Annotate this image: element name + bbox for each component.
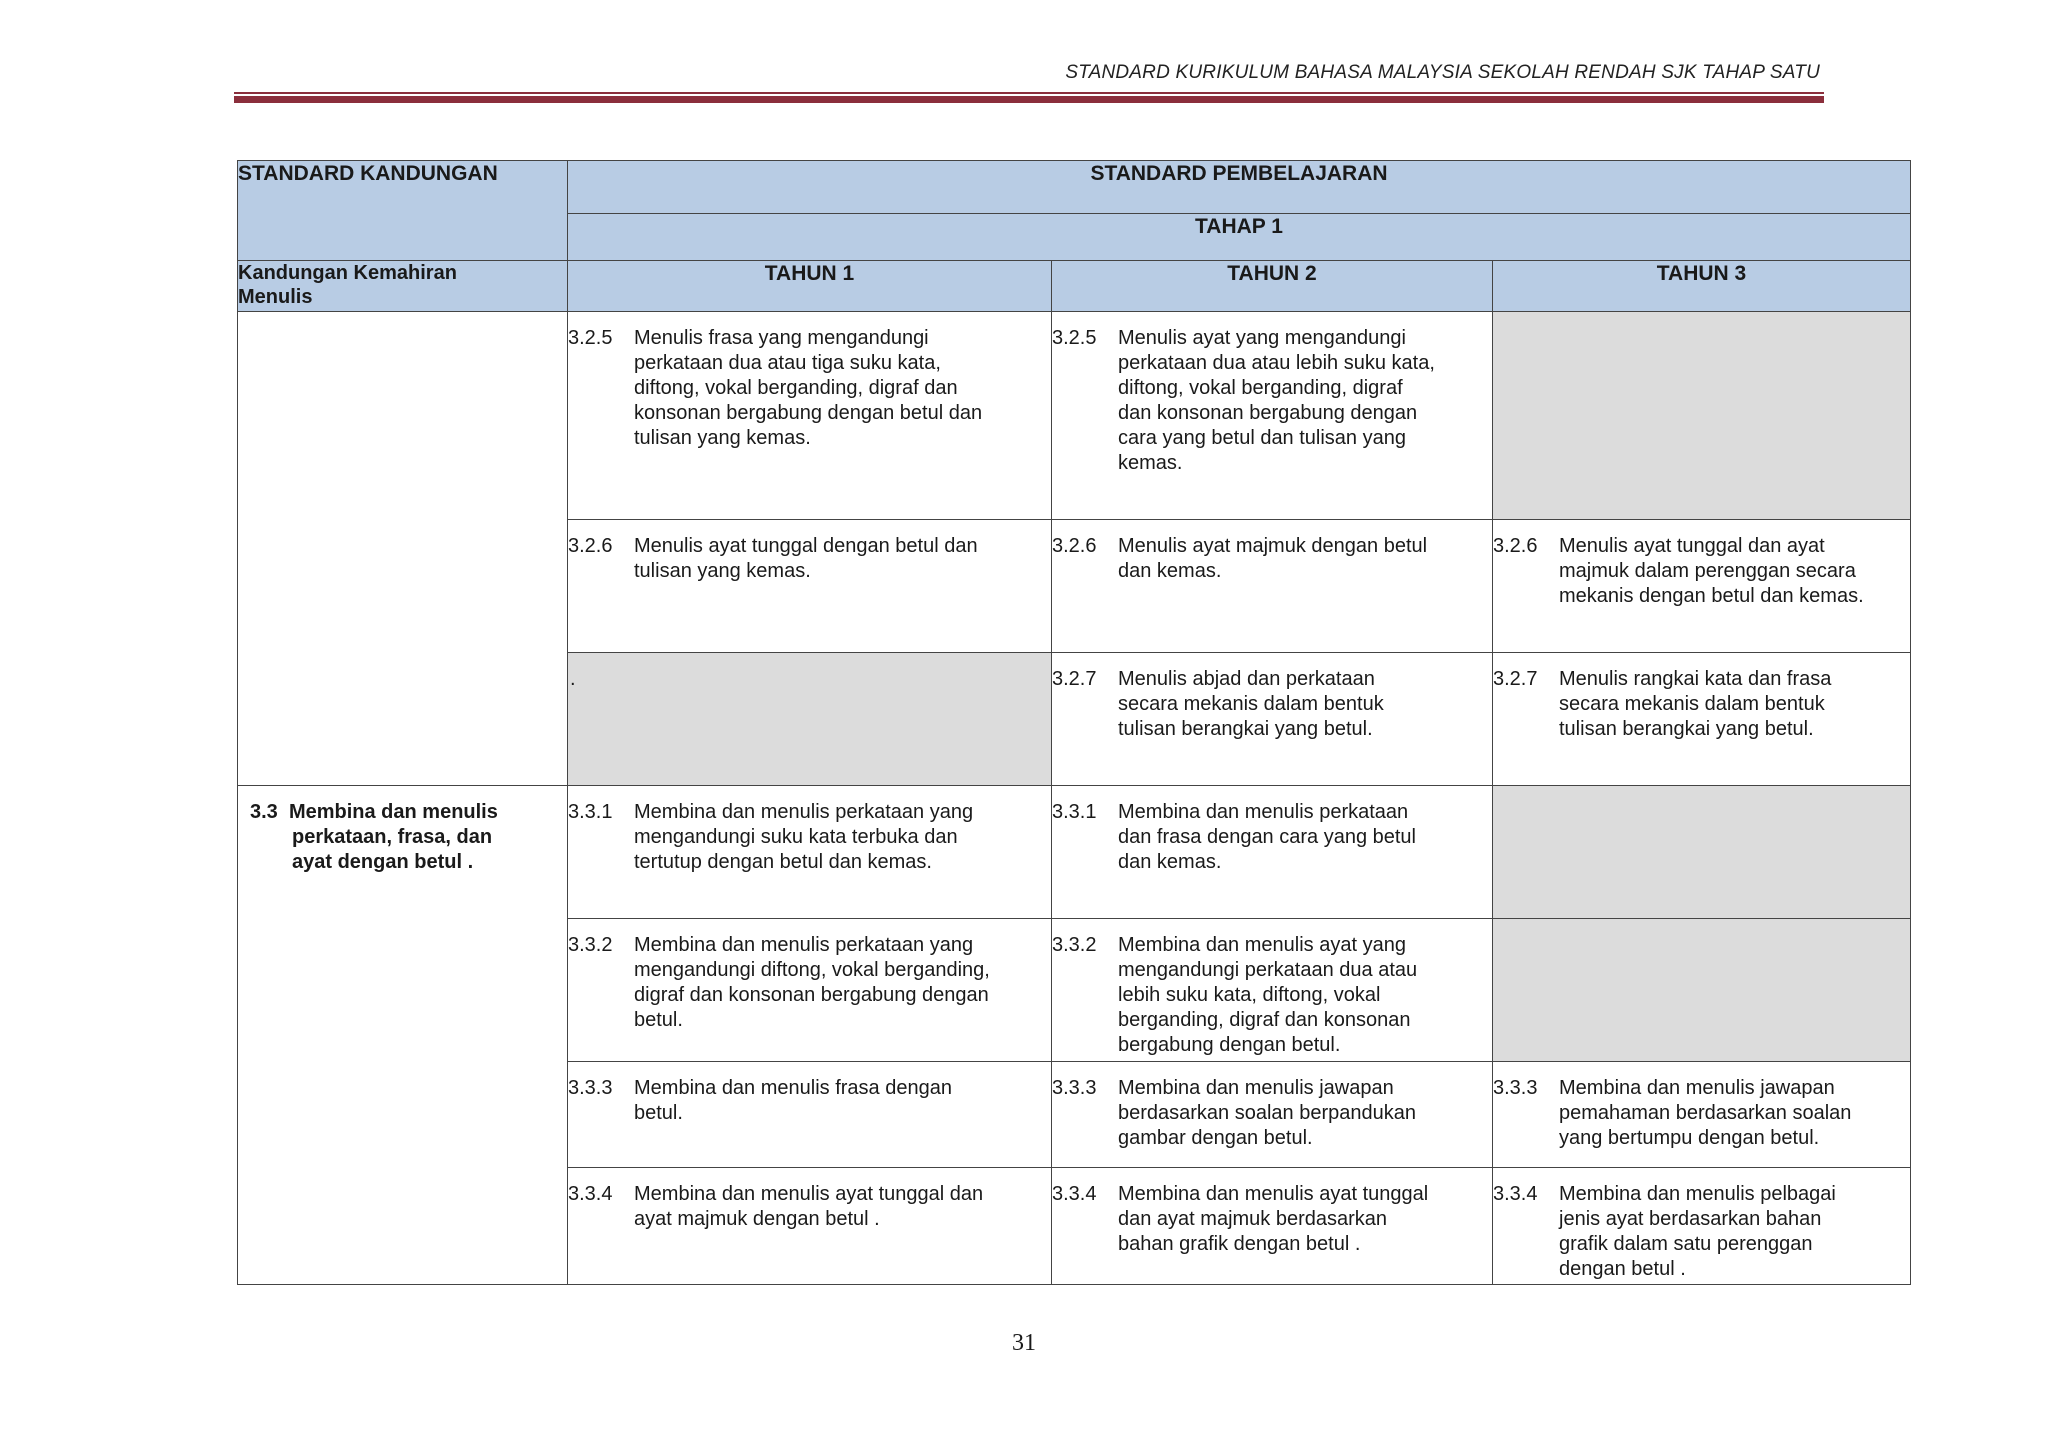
cell-3-3-4-tahun-2 <box>1052 1168 1493 1285</box>
item-text: dan ayat majmuk berdasarkan <box>1118 1208 1388 1230</box>
section-title-line: Membina dan menulis <box>288 801 498 823</box>
item-text: perkataan dua atau tiga suku kata, <box>634 352 941 374</box>
cell-3-2-7-tahun-3 <box>1493 653 1911 786</box>
item-text: dan frasa dengan cara yang betul <box>1118 826 1416 848</box>
item-text: bahan grafik dengan betul . <box>1118 1233 1361 1255</box>
item-text: konsonan bergabung dengan betul dan <box>634 402 983 424</box>
curriculum-table <box>237 160 1911 1285</box>
item-number: 3.3.3 <box>568 1077 613 1099</box>
stray-mark: . <box>570 668 576 690</box>
kandungan-kemahiran-line-2: Menulis <box>238 286 313 308</box>
cell-3-3-3-tahun-1 <box>568 1062 1052 1168</box>
item-text: diftong, vokal berganding, digraf dan <box>634 377 958 399</box>
item-number: 3.2.5 <box>1052 327 1097 349</box>
item-text: dan konsonan bergabung dengan <box>1118 402 1418 424</box>
cell-3-2-6-tahun-1 <box>568 520 1052 653</box>
item-text: Membina dan menulis ayat yang <box>1118 934 1406 956</box>
cell-3-2-7-tahun-1-empty <box>568 653 1052 786</box>
section-number: 3.3 <box>250 801 278 823</box>
item-number: 3.3.4 <box>1493 1183 1538 1205</box>
kandungan-kemahiran-header <box>238 261 568 312</box>
item-text: dan kemas. <box>1118 560 1222 582</box>
item-text: betul. <box>634 1009 683 1031</box>
section-3-3-title <box>238 786 567 875</box>
item-text: Membina dan menulis frasa dengan <box>634 1077 952 1099</box>
item-text: tulisan berangkai yang betul. <box>1118 718 1373 740</box>
item-text: majmuk dalam perenggan secara <box>1559 560 1856 582</box>
item-text: Membina dan menulis ayat tunggal dan <box>634 1183 984 1205</box>
item-text: berganding, digraf dan konsonan <box>1118 1009 1411 1031</box>
item-text: Menulis frasa yang mengandungi <box>634 327 929 349</box>
item-text: dengan betul . <box>1559 1258 1686 1280</box>
item-text: Menulis ayat tunggal dengan betul dan <box>634 535 978 557</box>
section-3-3-cell <box>238 786 568 1285</box>
item-text: digraf dan konsonan bergabung dengan <box>634 984 989 1006</box>
item-text: betul. <box>634 1102 683 1124</box>
cell-3-3-3-tahun-2 <box>1052 1062 1493 1168</box>
item-number: 3.3.4 <box>568 1183 613 1205</box>
tahun-2-header: TAHUN 2 <box>1052 261 1493 312</box>
item-text: Menulis ayat tunggal dan ayat <box>1559 535 1825 557</box>
item-number: 3.2.5 <box>568 327 613 349</box>
standard-pembelajaran-header: STANDARD PEMBELAJARAN <box>568 161 1911 214</box>
item-text: Membina dan menulis ayat tunggal <box>1118 1183 1429 1205</box>
item-number: 3.3.3 <box>1493 1077 1538 1099</box>
item-text: Membina dan menulis perkataan <box>1118 801 1409 823</box>
kandungan-kemahiran-line-1: Kandungan Kemahiran <box>238 262 457 284</box>
item-text: tulisan yang kemas. <box>634 560 811 582</box>
item-text: dan kemas. <box>1118 851 1222 873</box>
item-text: lebih suku kata, diftong, vokal <box>1118 984 1381 1006</box>
item-text: ayat majmuk dengan betul . <box>634 1208 880 1230</box>
cell-3-3-1-tahun-2 <box>1052 786 1493 919</box>
cell-3-2-5-tahun-1 <box>568 312 1052 520</box>
item-number: 3.2.6 <box>1493 535 1538 557</box>
item-text: Menulis rangkai kata dan frasa <box>1559 668 1832 690</box>
item-text: kemas. <box>1118 452 1183 474</box>
tahap-header: TAHAP 1 <box>568 214 1911 261</box>
cell-3-2-5-tahun-3-empty <box>1493 312 1911 520</box>
standard-kandungan-header: STANDARD KANDUNGAN <box>238 161 568 261</box>
item-text: Membina dan menulis jawapan <box>1559 1077 1835 1099</box>
running-header: STANDARD KURIKULUM BAHASA MALAYSIA SEKOLAH RENDAH SJK TAHAP SATU <box>1065 62 1820 83</box>
cell-3-2-6-tahun-3 <box>1493 520 1911 653</box>
tahun-1-header: TAHUN 1 <box>568 261 1052 312</box>
cell-3-2-7-tahun-2 <box>1052 653 1493 786</box>
item-number: 3.3.1 <box>1052 801 1097 823</box>
item-text: diftong, vokal berganding, digraf <box>1118 377 1403 399</box>
page-number: 31 <box>1012 1330 1036 1356</box>
item-number: 3.2.7 <box>1493 668 1538 690</box>
item-text: jenis ayat berdasarkan bahan <box>1559 1208 1822 1230</box>
item-text: Membina dan menulis perkataan yang <box>634 934 974 956</box>
item-text: secara mekanis dalam bentuk <box>1118 693 1384 715</box>
item-number: 3.3.4 <box>1052 1183 1097 1205</box>
cell-3-3-2-tahun-1 <box>568 919 1052 1062</box>
item-text: grafik dalam satu perenggan <box>1559 1233 1813 1255</box>
item-text: cara yang betul dan tulisan yang <box>1118 427 1406 449</box>
item-text: Menulis ayat yang mengandungi <box>1118 327 1406 349</box>
cell-3-3-3-tahun-3 <box>1493 1062 1911 1168</box>
cell-3-3-2-tahun-3-empty <box>1493 919 1911 1062</box>
item-text: Membina dan menulis perkataan yang <box>634 801 974 823</box>
item-text: Menulis ayat majmuk dengan betul <box>1118 535 1428 557</box>
cell-3-3-4-tahun-1 <box>568 1168 1052 1285</box>
header-rule-thin <box>234 92 1824 94</box>
item-text: mengandungi suku kata terbuka dan <box>634 826 958 848</box>
section-3-2-cell <box>238 312 568 786</box>
item-text: tulisan berangkai yang betul. <box>1559 718 1814 740</box>
tahun-3-header: TAHUN 3 <box>1493 261 1911 312</box>
item-number: 3.2.7 <box>1052 668 1097 690</box>
item-text: Menulis abjad dan perkataan <box>1118 668 1375 690</box>
item-text: mekanis dengan betul dan kemas. <box>1559 585 1864 607</box>
item-text: tulisan yang kemas. <box>634 427 811 449</box>
item-text: tertutup dengan betul dan kemas. <box>634 851 932 873</box>
item-number: 3.3.3 <box>1052 1077 1097 1099</box>
section-title-line: ayat dengan betul . <box>292 851 474 873</box>
item-text: Membina dan menulis jawapan <box>1118 1077 1394 1099</box>
item-number: 3.2.6 <box>1052 535 1097 557</box>
item-text: pemahaman berdasarkan soalan <box>1559 1102 1852 1124</box>
cell-3-3-2-tahun-2 <box>1052 919 1493 1062</box>
section-title-line: perkataan, frasa, dan <box>292 826 493 848</box>
item-text: bergabung dengan betul. <box>1118 1034 1341 1056</box>
cell-3-3-1-tahun-3-empty <box>1493 786 1911 919</box>
item-text: mengandungi diftong, vokal berganding, <box>634 959 990 981</box>
cell-3-3-4-tahun-3 <box>1493 1168 1911 1285</box>
item-text: Membina dan menulis pelbagai <box>1559 1183 1836 1205</box>
item-text: perkataan dua atau lebih suku kata, <box>1118 352 1435 374</box>
item-text: berdasarkan soalan berpandukan <box>1118 1102 1416 1124</box>
cell-3-2-5-tahun-2 <box>1052 312 1493 520</box>
header-rule-thick <box>234 96 1824 103</box>
item-number: 3.3.2 <box>568 934 613 956</box>
item-text: secara mekanis dalam bentuk <box>1559 693 1825 715</box>
item-text: gambar dengan betul. <box>1118 1127 1313 1149</box>
item-text: mengandungi perkataan dua atau <box>1118 959 1418 981</box>
cell-3-2-6-tahun-2 <box>1052 520 1493 653</box>
item-text: yang bertumpu dengan betul. <box>1559 1127 1820 1149</box>
cell-3-3-1-tahun-1 <box>568 786 1052 919</box>
item-number: 3.3.1 <box>568 801 613 823</box>
item-number: 3.3.2 <box>1052 934 1097 956</box>
item-number: 3.2.6 <box>568 535 613 557</box>
